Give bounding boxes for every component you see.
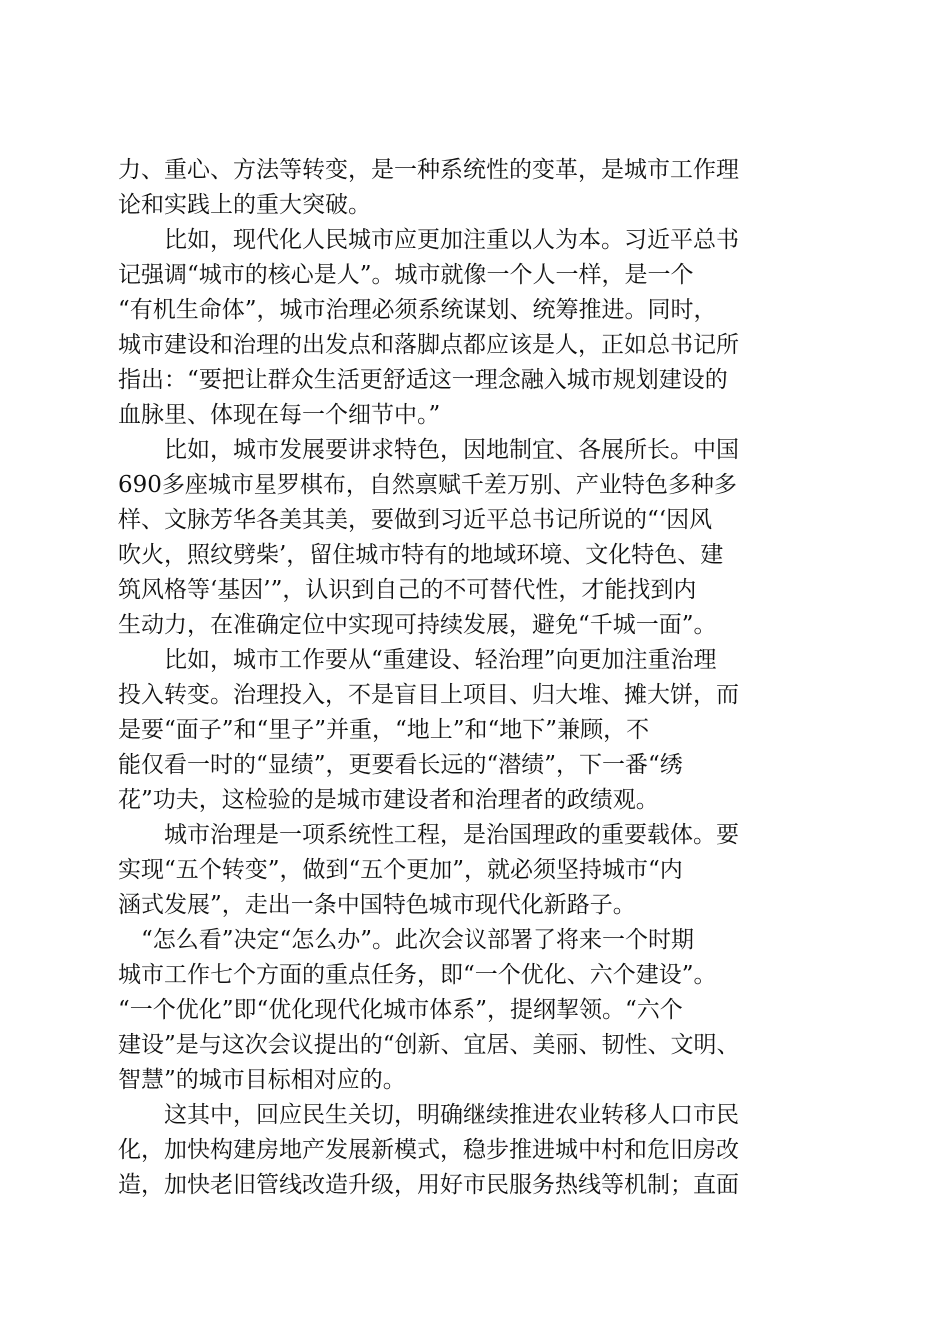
paragraph-1 <box>118 153 838 223</box>
text-line: 比如，城市工作要从“重建设、轻治理”向更加注重治理 <box>118 647 717 673</box>
text-line: 实现“五个转变”，做到“五个更加”，就必须坚持城市“内 <box>118 857 683 883</box>
paragraph-2 <box>118 223 838 433</box>
text-line: 力、重心、方法等转变，是一种系统性的变革，是城市工作理 <box>118 157 739 183</box>
text-line: 花”功夫，这检验的是城市建设者和治理者的政绩观。 <box>118 787 659 813</box>
text-line: 比如，现代化人民城市应更加注重以人为本。习近平总书 <box>118 227 739 253</box>
text-line: 这其中，回应民生关切，明确继续推进农业转移人口市民 <box>118 1102 739 1128</box>
text-line: 城市治理是一项系统性工程，是治国理政的重要载体。要 <box>118 822 739 848</box>
text-line: 建设”是与这次会议提出的“创新、宜居、美丽、韧性、文明、 <box>118 1032 740 1058</box>
paragraph-5 <box>118 818 838 923</box>
text-line: 生动力，在准确定位中实现可持续发展，避免“千城一面”。 <box>118 612 717 638</box>
text-line: 筑风格等‘基因’”，认识到自己的不可替代性，才能找到内 <box>118 577 697 603</box>
text-line: 造，加快老旧管线改造升级，用好市民服务热线等机制；直面 <box>118 1172 739 1198</box>
text-line: “一个优化”即“优化现代化城市体系”，提纲挈领。“六个 <box>118 997 683 1023</box>
text-line: 智慧”的城市目标相对应的。 <box>118 1067 406 1093</box>
text-line: 能仅看一时的“显绩”，更要看长远的“潜绩”，下一番“绣 <box>118 752 683 778</box>
text-line: 690多座城市星罗棋布，自然禀赋千差万别、产业特色多种多 <box>118 472 737 498</box>
text-line: 样、文脉芳华各美其美，要做到习近平总书记所说的“‘因风 <box>118 507 713 533</box>
text-line: 化，加快构建房地产发展新模式，稳步推进城中村和危旧房改 <box>118 1137 739 1163</box>
paragraph-6 <box>118 923 838 1098</box>
text-line: 城市建设和治理的出发点和落脚点都应该是人，正如总书记所 <box>118 332 739 358</box>
text-line: 指出：“要把让群众生活更舒适这一理念融入城市规划建设的 <box>118 367 728 393</box>
text-line: 血脉里、体现在每一个细节中。” <box>118 402 441 428</box>
paragraph-7 <box>118 1098 838 1203</box>
text-line: 比如，城市发展要讲求特色，因地制宜、各展所长。中国 <box>118 437 739 463</box>
text-line: “有机生命体”，城市治理必须系统谋划、统筹推进。同时， <box>118 297 717 323</box>
text-line: 是要“面子”和“里子”并重，“地上”和“地下”兼顾，不 <box>118 717 650 743</box>
text-line: 投入转变。治理投入，不是盲目上项目、归大堆、摊大饼，而 <box>118 682 739 708</box>
paragraph-3 <box>118 433 838 643</box>
text-line: 涵式发展”，走出一条中国特色城市现代化新路子。 <box>118 892 636 918</box>
text-line: “怎么看”决定“怎么办”。此次会议部署了将来一个时期 <box>118 927 695 953</box>
text-line: 吹火，照纹劈柴’，留住城市特有的地域环境、文化特色、建 <box>118 542 724 568</box>
article-body <box>118 153 838 1203</box>
text-line: 城市工作七个方面的重点任务，即“一个优化、六个建设”。 <box>118 962 717 988</box>
text-line: 记强调“城市的核心是人”。城市就像一个人一样，是一个 <box>118 262 694 288</box>
text-line: 论和实践上的重大突破。 <box>118 192 371 218</box>
paragraph-4 <box>118 643 838 818</box>
